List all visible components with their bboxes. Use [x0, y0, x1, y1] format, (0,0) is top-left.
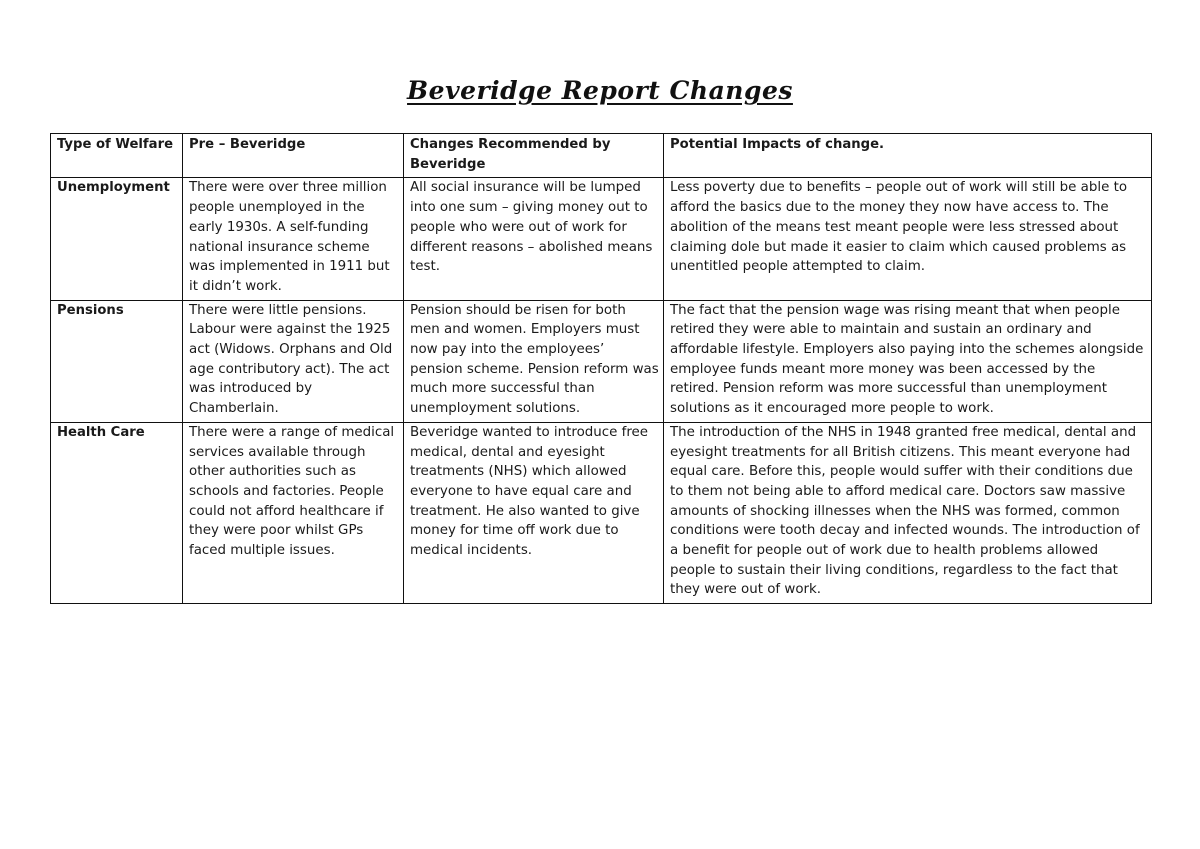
cell-impacts: The introduction of the NHS in 1948 granted free medical, dental and eyesight treatments for all British citizens. This meant everyone had equal care. Before this, people would suffer with their conditions due to them not being able to afford medical care. Doctors saw massive amounts of shocking illnesses when the NHS was formed, common conditions were tooth decay and infected wounds. The introduction of a benefit for people out of work due to health problems allowed people to sustain their living conditions, regardless to the fact that they were out of work. [664, 422, 1152, 603]
welfare-table [50, 133, 1152, 604]
cell-impacts: The fact that the pension wage was rising meant that when people retired they were able to maintain and sustain an ordinary and affordable lifestyle. Employers also paying into the schemes alongside employee funds meant more money was been accessed by the retired. Pension reform was more successful than unemployment solutions as it encouraged more people to work. [664, 300, 1152, 422]
cell-pre: There were a range of medical services available through other authorities such as schools and factories. People could not afford healthcare if they were poor whilst GPs faced multiple issues. [183, 422, 404, 603]
cell-changes: Beveridge wanted to introduce free medical, dental and eyesight treatments (NHS) which allowed everyone to have equal care and treatment. He also wanted to give money for time off work due to medical incidents. [404, 422, 664, 603]
cell-pre: There were little pensions. Labour were against the 1925 act (Widows. Orphans and Old age contributory act). The act was introduced by Chamberlain. [183, 300, 404, 422]
row-type-unemployment: Unemployment [51, 178, 183, 300]
table-row [51, 300, 1152, 422]
cell-impacts: Less poverty due to benefits – people out of work will still be able to afford the basics due to the money they now have access to. The abolition of the means test meant people were less stressed about claiming dole but made it easier to claim which caused problems as unentitled people attempted to claim. [664, 178, 1152, 300]
header-type-of-welfare: Type of Welfare [51, 134, 183, 178]
table-row [51, 422, 1152, 603]
header-pre-beveridge: Pre – Beveridge [183, 134, 404, 178]
header-potential-impacts: Potential Impacts of change. [664, 134, 1152, 178]
cell-pre: There were over three million people unemployed in the early 1930s. A self-funding national insurance scheme was implemented in 1911 but it didn’t work. [183, 178, 404, 300]
page-title: Beveridge Report Changes [407, 76, 793, 105]
header-row [51, 134, 1152, 178]
cell-changes: Pension should be risen for both men and women. Employers must now pay into the employees’ pension scheme. Pension reform was much more successful than unemployment solutions. [404, 300, 664, 422]
cell-changes: All social insurance will be lumped into one sum – giving money out to people who were out of work for different reasons – abolished means test. [404, 178, 664, 300]
row-type-health-care: Health Care [51, 422, 183, 603]
row-type-pensions: Pensions [51, 300, 183, 422]
header-changes-recommended: Changes Recommended by Beveridge [404, 134, 664, 178]
table-row [51, 178, 1152, 300]
